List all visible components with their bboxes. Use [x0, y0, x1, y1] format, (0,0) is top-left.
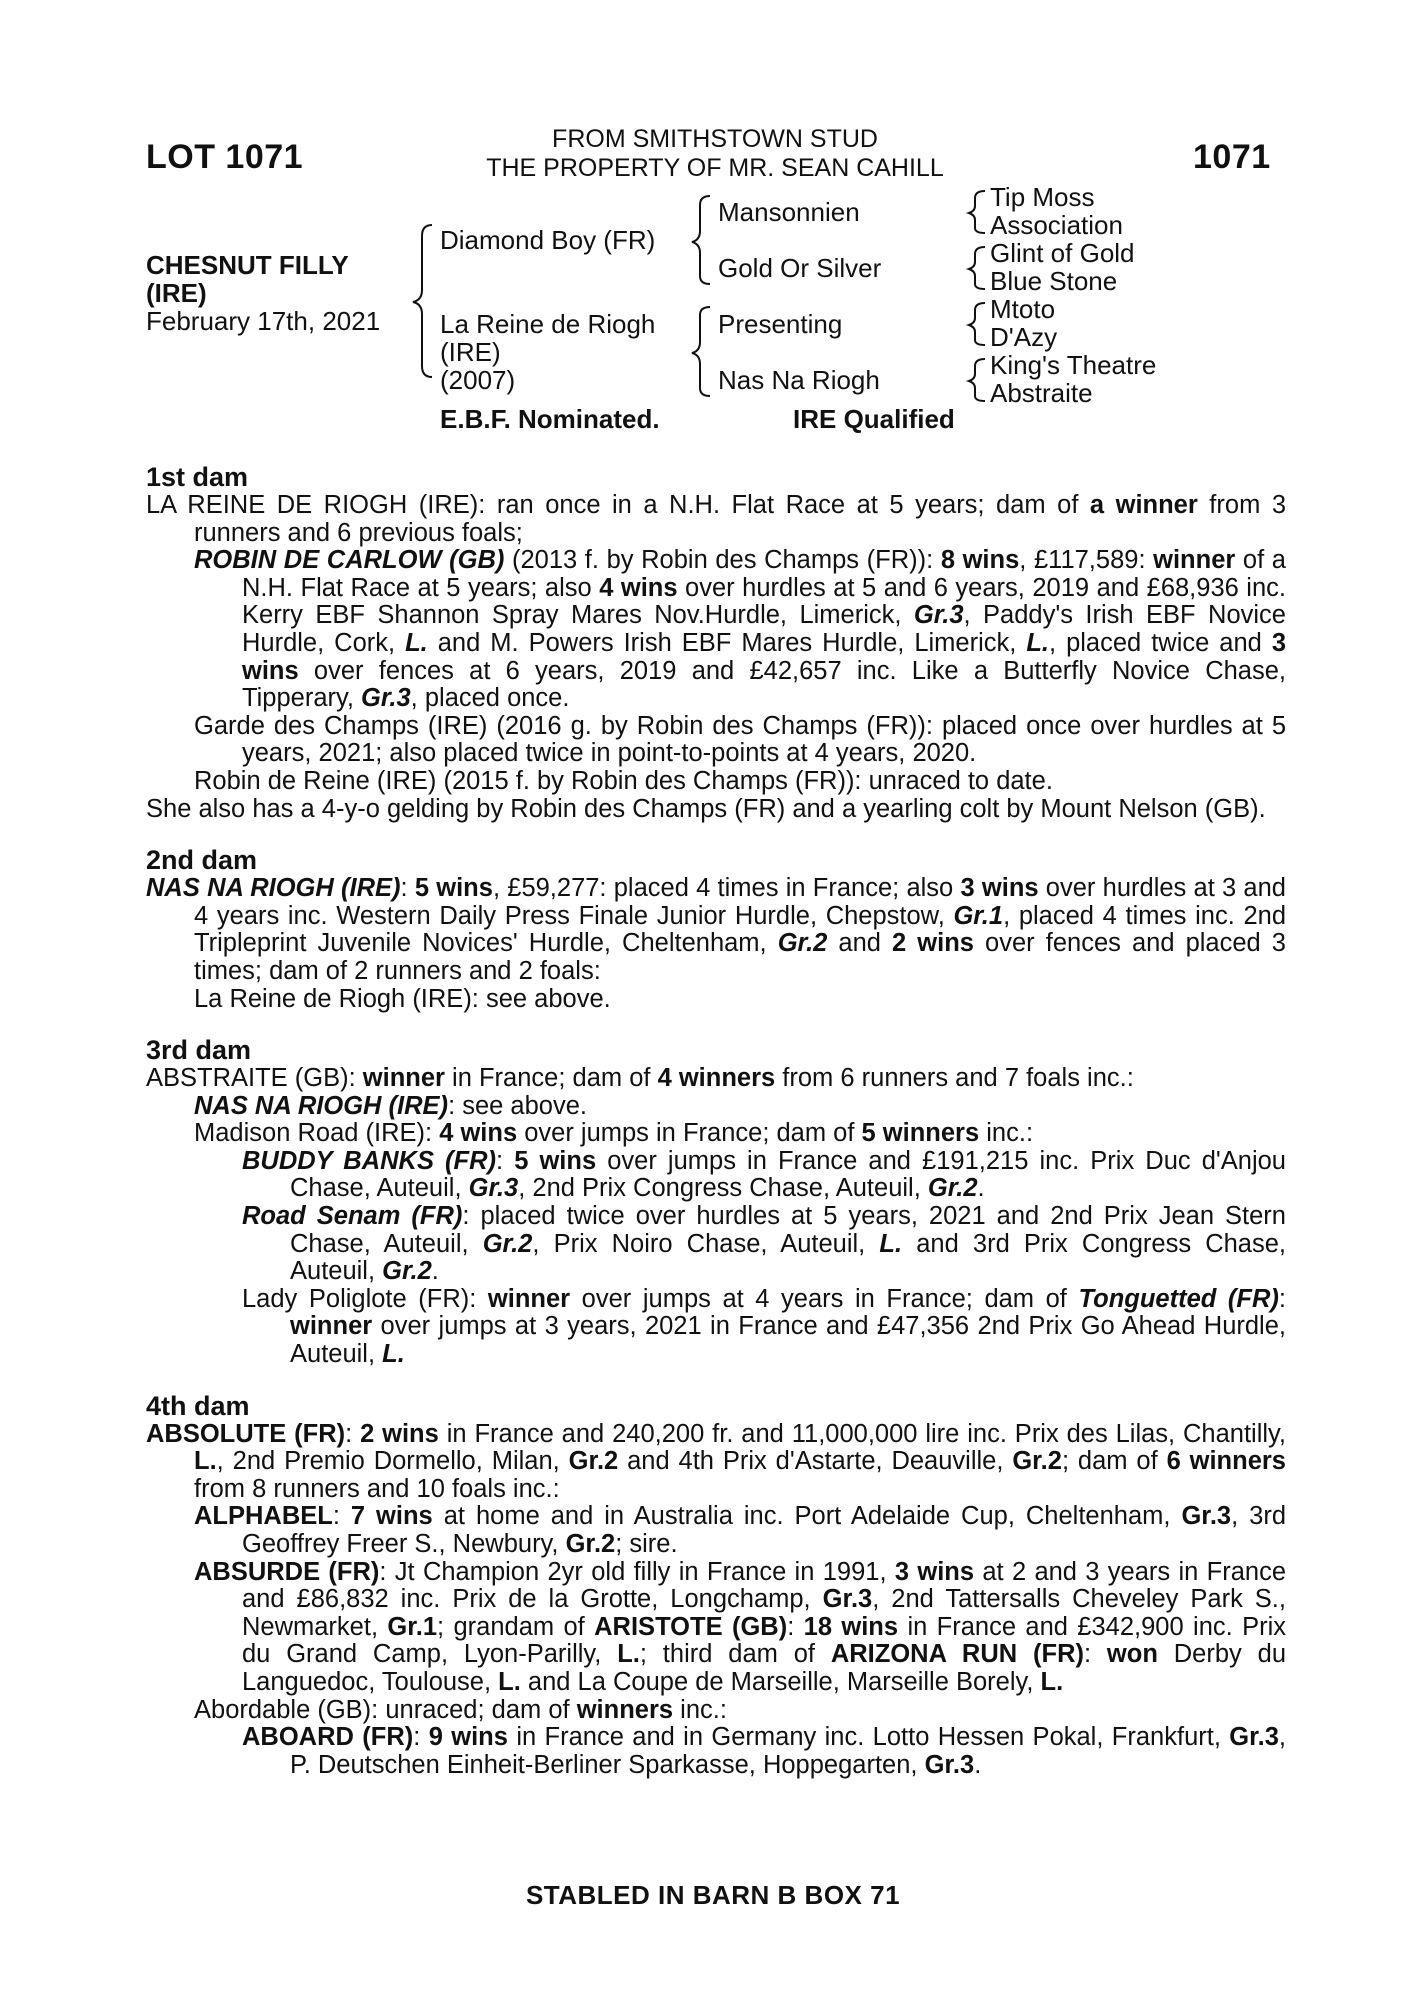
vendor-line-1: FROM SMITHSTOWN STUD	[552, 125, 878, 153]
pedigree-sire: Diamond Boy (FR)	[440, 225, 656, 255]
absurde-entry: ABSURDE (FR): Jt Champion 2yr old filly in France in 1991, 3 wins at 2 and 3 years in France and £86,832 inc. Prix de la Grotte, Longchamp, Gr.3, 2nd Tattersalls Cheveley Park S., Newmarket, Gr.1; grandam of ARISTOTE (GB): 18 wins in France and £342,900 inc. Prix du Grand Camp, Lyon-Parilly, L.; third dam of ARIZONA RUN (FR): won Derby du Languedoc, Toulouse, L. and La Coupe de Marseille, Marseille Borely, L.	[194, 1557, 1287, 1696]
pedigree-dss: Mtoto	[990, 294, 1056, 324]
abordable-entry: Abordable (GB): unraced; dam of winners inc.:	[194, 1695, 727, 1724]
nas-na-riogh-entry: NAS NA RIOGH (IRE): 5 wins, £59,277: placed 4 times in France; also 3 wins over hurdles at 3 and 4 years inc. Western Daily Press Finale Junior Hurdle, Chepstow, Gr.1, placed 4 times inc. 2nd Tripleprint Juvenile Novices' Hurdle, Cheltenham, Gr.2 and 2 wins over fences and placed 3 times; dam of 2 runners and 2 foals:	[146, 874, 1286, 985]
pedigree-dam-line-1: La Reine de Riogh	[440, 309, 656, 339]
alphabel-entry: ALPHABEL: 7 wins at home and in Australia inc. Port Adelaide Cup, Cheltenham, Gr.3, 3rd Geoffrey Freer S., Newbury, Gr.2; sire.	[194, 1502, 1287, 1558]
lot-number: 1071	[1193, 138, 1271, 176]
vendor-line-2: THE PROPERTY OF MR. SEAN CAHILL	[486, 154, 944, 182]
also-has-entry: She also has a 4-y-o gelding by Robin des Champs (FR) and a yearling colt by Mount Nelson (GB).	[146, 794, 1266, 823]
pedigree-sire-sire: Mansonnien	[718, 197, 860, 227]
second-dam-heading: 2nd dam	[146, 845, 258, 876]
road-senam-entry: Road Senam (FR): placed twice over hurdles at 5 years, 2021 and 2nd Prix Jean Stern Chase, Auteuil, Gr.2, Prix Noiro Chase, Auteuil, L. and 3rd Prix Congress Chase, Auteuil, Gr.2.	[242, 1202, 1286, 1286]
ire-qualified: IRE Qualified	[793, 404, 955, 434]
robin-de-carlow-entry: ROBIN DE CARLOW (GB) (2013 f. by Robin des Champs (FR)): 8 wins, £117,589: winner of a N.H. Flat Race at 5 years; also 4 wins over hurdles at 5 and 6 years, 2019 and £68,936 inc. Kerry EBF Shannon Spray Mares Nov.Hurdle, Limerick, Gr.3, Paddy's Irish EBF Novice Hurdle, Cork, L. and M. Powers Irish EBF Mares Hurdle, Limerick, L., placed twice and 3 wins over fences at 6 years, 2019 and £42,657 inc. Like a Butterfly Novice Chase, Tipperary, Gr.3, placed once.	[194, 546, 1286, 713]
pedigree-dam-sire: Presenting	[718, 309, 843, 339]
lady-poliglote-entry: Lady Poliglote (FR): winner over jumps at 4 years in France; dam of Tonguetted (FR): winner over jumps at 3 years, 2021 in France and £47,356 2nd Prix Go Ahead Hurdle, Auteuil, L.	[242, 1284, 1286, 1369]
pedigree-dam-line-3: (2007)	[440, 365, 516, 395]
stabling-footer: STABLED IN BARN B BOX 71	[525, 1880, 901, 1910]
pedigree-sdd: Blue Stone	[990, 266, 1118, 296]
pedigree-sds: Glint of Gold	[990, 238, 1135, 268]
pedigree-ddd: Abstraite	[990, 378, 1093, 408]
first-dam-paragraph: LA REINE DE RIOGH (IRE): ran once in a N.H. Flat Race at 5 years; dam of a winner from 3 runners and 6 previous foals;	[146, 491, 1286, 547]
abstraite-entry: ABSTRAITE (GB): winner in France; dam of 4 winners from 6 runners and 7 foals inc.:	[146, 1064, 1134, 1093]
catalogue-body	[146, 440, 1286, 1779]
ebf-nominated: E.B.F. Nominated.	[440, 404, 660, 434]
buddy-banks-entry: BUDDY BANKS (FR): 5 wins over jumps in France and £191,215 inc. Prix Duc d'Anjou Chase, Auteuil, Gr.3, 2nd Prix Congress Chase, Auteuil, Gr.2.	[242, 1146, 1286, 1203]
lot-label: LOT 1071	[146, 138, 304, 176]
first-dam-heading: 1st dam	[146, 462, 249, 492]
abstraite-nas-entry: NAS NA RIOGH (IRE): see above.	[194, 1091, 587, 1120]
pedigree-sss: Tip Moss	[990, 182, 1095, 212]
pedigree-dam-dam: Nas Na Riogh	[718, 365, 880, 395]
horse-sex-line-2: (IRE)	[146, 278, 207, 308]
pedigree-sire-dam: Gold Or Silver	[718, 253, 882, 283]
robin-de-reine-entry: Robin de Reine (IRE) (2015 f. by Robin des Champs (FR)): unraced to date.	[194, 766, 1053, 795]
aboard-entry: ABOARD (FR): 9 wins in France and in Germany inc. Lotto Hessen Pokal, Frankfurt, Gr.3, P. Deutschen Einheit-Berliner Sparkasse, Hoppegarten, Gr.3.	[242, 1723, 1286, 1779]
horse-sex-line-1: CHESNUT FILLY	[146, 250, 349, 280]
madison-road-entry: Madison Road (IRE): 4 wins over jumps in France; dam of 5 winners inc.:	[194, 1119, 1034, 1148]
pedigree-dds: King's Theatre	[990, 350, 1157, 380]
pedigree-ssd: Association	[990, 210, 1123, 240]
pedigree-dam-line-2: (IRE)	[440, 337, 501, 367]
fourth-dam-heading: 4th dam	[146, 1390, 250, 1421]
horse-foaled-date: February 17th, 2021	[146, 306, 381, 336]
pedigree-brackets	[0, 0, 1426, 420]
nas-la-reine-entry: La Reine de Riogh (IRE): see above.	[194, 984, 611, 1013]
third-dam-heading: 3rd dam	[146, 1035, 252, 1066]
pedigree-dsd: D'Azy	[990, 322, 1058, 352]
absolute-entry: ABSOLUTE (FR): 2 wins in France and 240,200 fr. and 11,000,000 lire inc. Prix des Lilas, Chantilly, L., 2nd Premio Dormello, Milan, Gr.2 and 4th Prix d'Astarte, Deauville, Gr.2; dam of 6 winners from 8 runners and 10 foals inc.:	[146, 1419, 1286, 1503]
garde-des-champs-entry: Garde des Champs (IRE) (2016 g. by Robin des Champs (FR)): placed once over hurdles at 5 years, 2021; also placed twice in point-to-points at 4 years, 2020.	[194, 711, 1286, 768]
